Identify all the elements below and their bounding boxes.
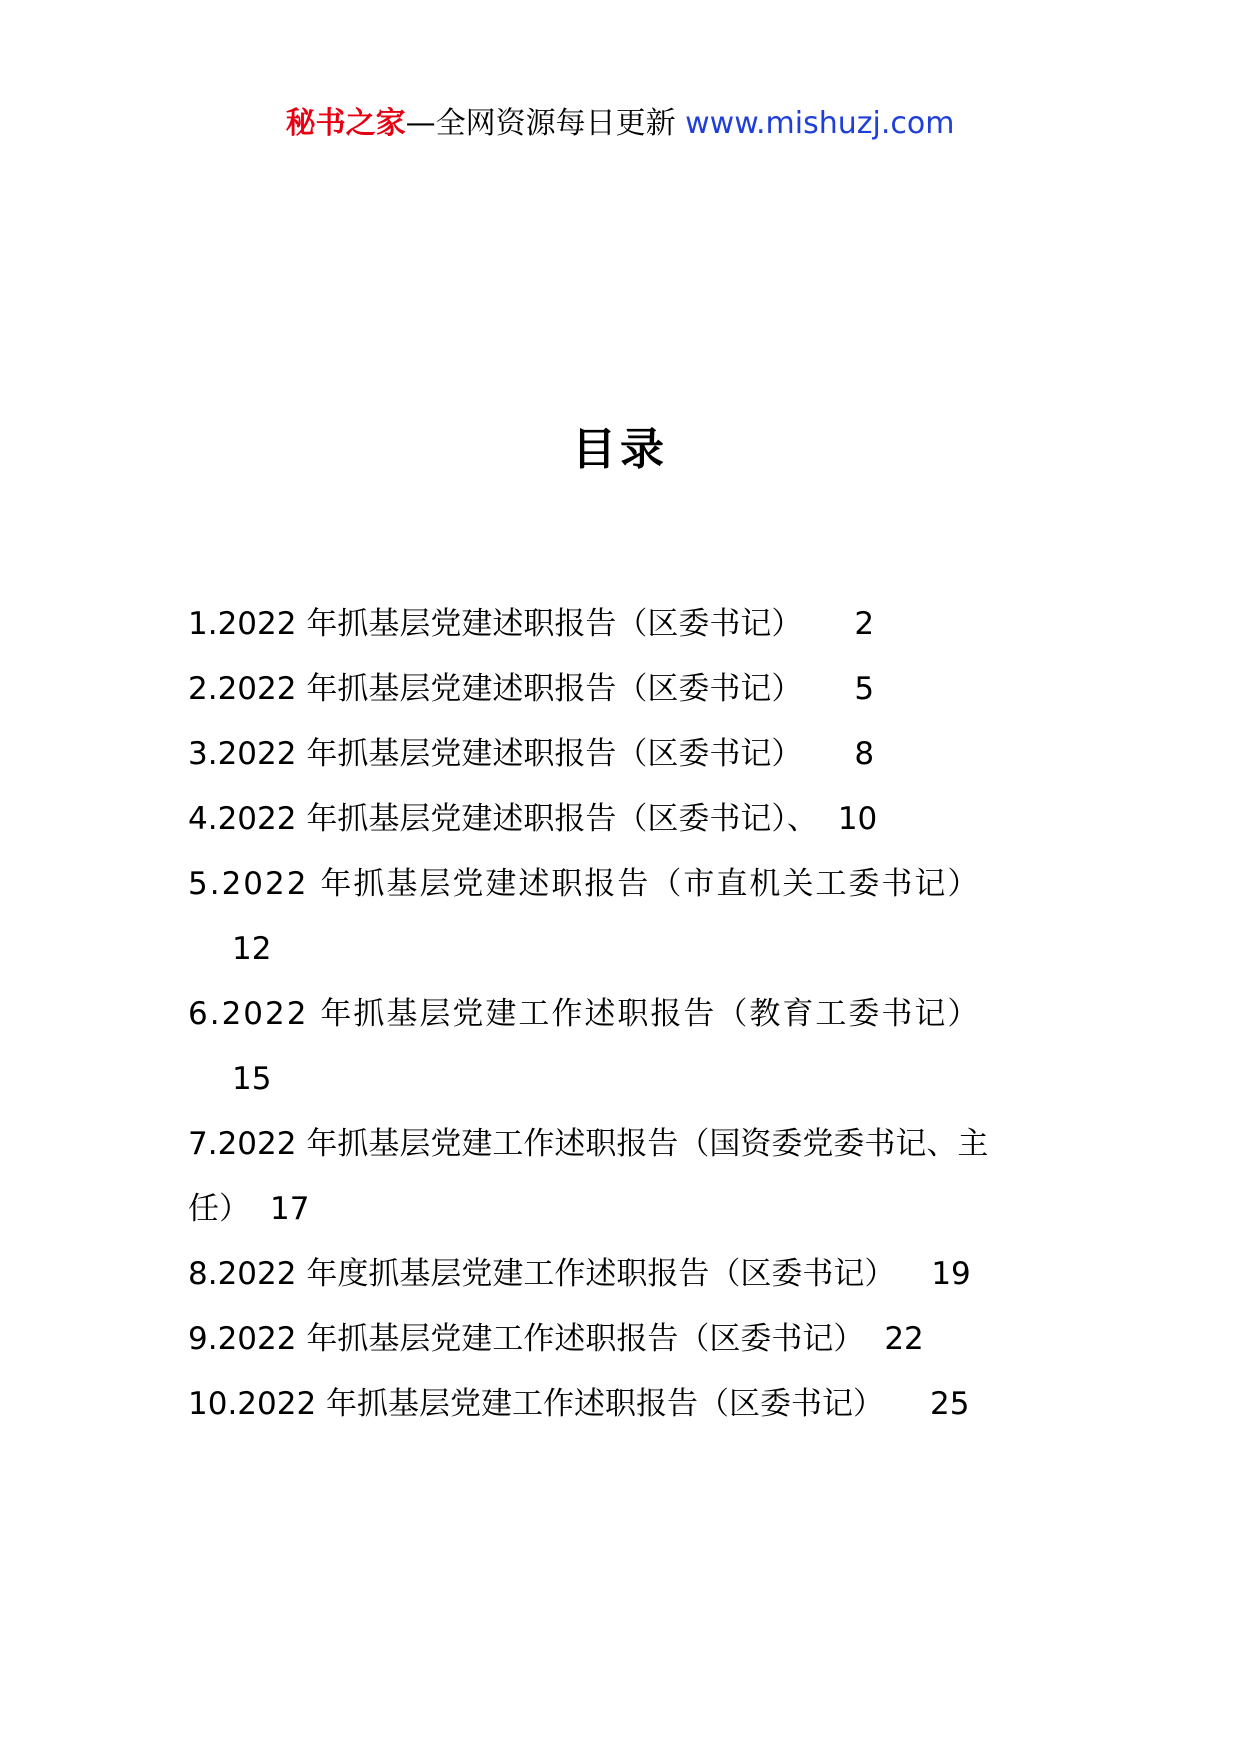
toc-entry-title: 10.2022 年抓基层党建工作述职报告（区委书记） [188,1386,885,1422]
toc-entry-title: 2.2022 年抓基层党建述职报告（区委书记） [188,671,803,707]
table-of-contents [188,592,1058,1437]
toc-entry-8[interactable] [188,1242,1058,1307]
toc-entry-title-line1: 7.2022 年抓基层党建工作述职报告（国资委党委书记、主 [188,1126,989,1162]
brand-name: 秘书之家 [285,106,406,141]
toc-entry-3[interactable] [188,722,1058,787]
toc-entry-10[interactable] [188,1372,1058,1437]
toc-entry-4[interactable] [188,787,1058,852]
toc-entry-page: 2 [854,606,875,642]
toc-entry-title: 9.2022 年抓基层党建工作述职报告（区委书记） [188,1321,865,1357]
toc-entry-page: 22 [884,1321,924,1357]
toc-entry-9[interactable] [188,1307,1058,1372]
toc-entry-6[interactable] [188,982,1058,1112]
toc-entry-1[interactable] [188,592,1058,657]
toc-entry-title-line2: 任） [188,1191,250,1227]
toc-entry-5[interactable] [188,852,1058,982]
toc-entry-page: 15 [232,1061,272,1097]
site-url-link[interactable]: www.mishuzj.com [685,106,955,141]
toc-entry-page: 25 [930,1386,970,1422]
toc-entry-page: 12 [232,931,272,967]
toc-entry-title: 5.2022 年抓基层党建述职报告（市直机关工委书记） [188,866,981,902]
toc-entry-page: 8 [854,736,875,772]
toc-entry-page: 19 [931,1256,971,1292]
toc-entry-page: 10 [837,801,878,837]
toc-entry-page: 5 [854,671,875,707]
header-tagline: —全网资源每日更新 [405,106,686,141]
toc-entry-title: 1.2022 年抓基层党建述职报告（区委书记） [188,606,803,642]
toc-entry-7[interactable] [188,1112,1058,1242]
toc-entry-title: 8.2022 年度抓基层党建工作述职报告（区委书记） [188,1256,896,1292]
toc-entry-2[interactable] [188,657,1058,722]
toc-entry-page: 17 [270,1191,310,1227]
toc-entry-title: 3.2022 年抓基层党建述职报告（区委书记） [188,736,803,772]
site-header [0,102,1240,146]
page-title: 目录 [572,424,668,475]
toc-entry-title: 6.2022 年抓基层党建工作述职报告（教育工委书记） [188,996,981,1032]
toc-entry-title: 4.2022 年抓基层党建述职报告（区委书记）、 [188,801,818,837]
